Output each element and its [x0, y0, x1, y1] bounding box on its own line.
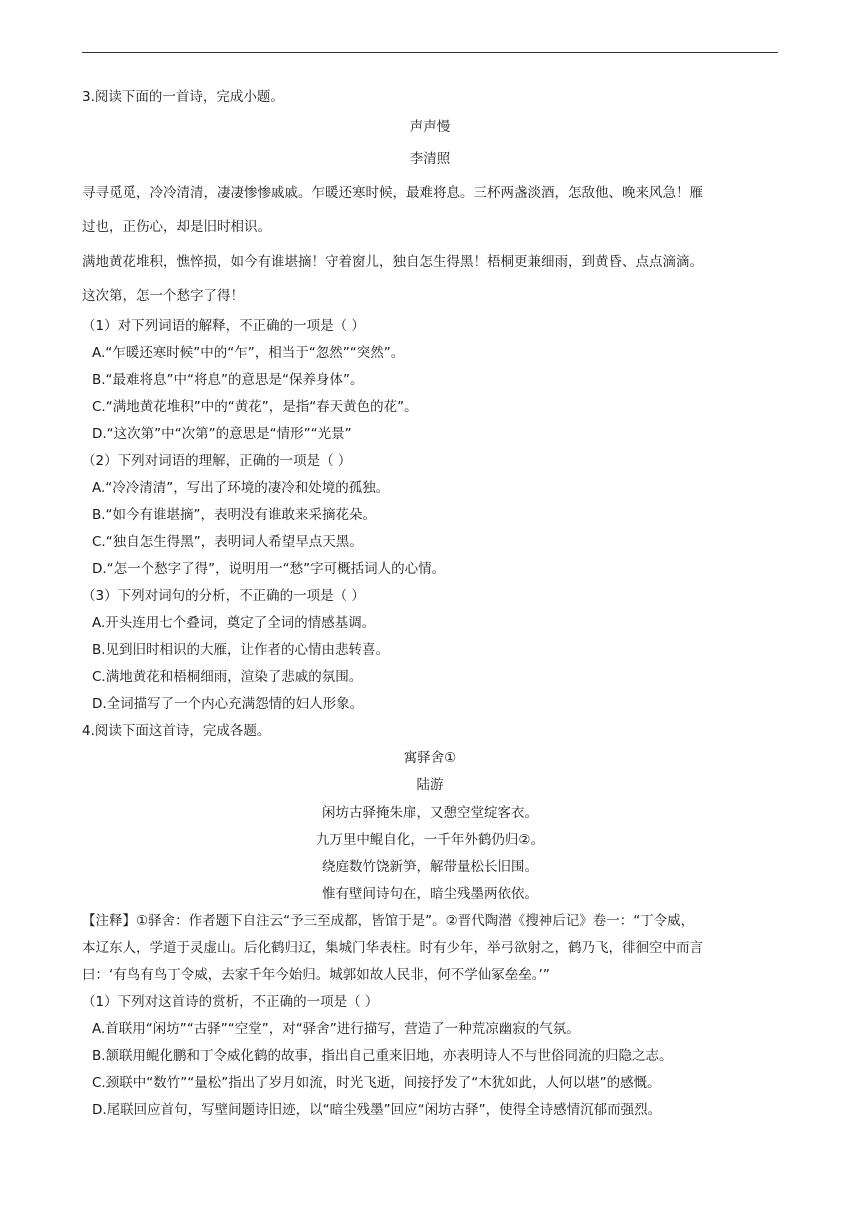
q3-option: C.“满地黄花堆积”中的“黄花”，是指“春天黄色的花”。 [92, 399, 418, 415]
q3-option: D.“这次第”中“次第”的意思是“情形”“光景” [92, 426, 352, 442]
q4-poem-line: 九万里中鲲自化，一千年外鹤仍归②。 [315, 832, 545, 848]
q4-poem-author: 陆游 [416, 777, 444, 793]
q3-question-stem: （1）对下列词语的解释，不正确的一项是（ ） [82, 318, 365, 334]
q3-option: C.满地黄花和梧桐细雨，渲染了悲戚的氛围。 [92, 669, 363, 685]
q4-poem-title: 寓驿舍① [403, 750, 457, 766]
q3-option: B.见到旧时相识的大雁，让作者的心情由悲转喜。 [92, 642, 390, 658]
q3-poem-line: 满地黄花堆积，憔悴损，如今有谁堪摘！守着窗儿，独自怎生得黑！梧桐更兼细雨，到黄昏、点点滴滴。 [82, 254, 703, 270]
q3-poem-line: 过也，正伤心，却是旧时相识。 [82, 219, 271, 235]
q4-question-stem: （1）下列对这首诗的赏析，不正确的一项是（ ） [82, 994, 379, 1010]
q3-poem-author: 李清照 [409, 151, 451, 167]
q4-note-line: 本辽东人，学道于灵虚山。后化鹤归辽，集城门华表柱。时有少年，举弓欲射之，鹤乃飞，徘徊空中而言 [82, 940, 703, 956]
q3-option: D.全词描写了一个内心充满怨情的妇人形象。 [92, 696, 364, 712]
q4-note-line: 【注释】①驿舍：作者题下自注云“予三至成都，皆馆于是”。②晋代陶潜《搜神后记》卷一：“丁令威， [82, 913, 695, 929]
q3-question-stem: （2）下列对词语的理解，正确的一项是（ ） [82, 453, 352, 469]
q3-option: C.“独自怎生得黑”，表明词人希望早点天黑。 [92, 534, 363, 550]
q4-poem-line: 惟有壁间诗句在，暗尘残墨两依依。 [322, 886, 538, 902]
q3-option: B.“最难将息”中“将息”的意思是“保养身体”。 [92, 372, 364, 388]
q3-option: A.“冷冷清清”，写出了环境的凄冷和处境的孤独。 [92, 480, 390, 496]
q3-poem-title: 声声慢 [409, 119, 451, 135]
header-rule [82, 52, 778, 53]
q3-poem-line: 这次第，怎一个愁字了得！ [82, 288, 244, 304]
q3-intro: 3.阅读下面的一首诗，完成小题。 [82, 89, 284, 105]
q4-intro: 4.阅读下面这首诗，完成各题。 [82, 723, 271, 739]
q4-option: C.颈联中“数竹”“量松”指出了岁月如流，时光飞逝，间接抒发了“木犹如此，人何以堪”的感慨。 [92, 1075, 661, 1091]
q3-option: D.“怎一个愁字了得”，说明用一“愁”字可概括词人的心情。 [92, 561, 446, 577]
q3-option: B.“如今有谁堪摘”，表明没有谁敢来采摘花朵。 [92, 507, 377, 523]
q4-option: D.尾联回应首句，写壁间题诗旧迹，以“暗尘残墨”回应“闲坊古驿”，使得全诗感情沉郁而强烈。 [92, 1102, 662, 1118]
q4-note-line: 曰：‘有鸟有鸟丁令威，去家千年今始归。城郭如故人民非，何不学仙冢垒垒。’” [82, 967, 550, 983]
q3-poem-line: 寻寻觅觅，冷冷清清，凄凄惨惨戚戚。乍暖还寒时候，最难将息。三杯两盏淡酒，怎敌他、晚来风急！雁 [82, 185, 703, 201]
q4-option: A.首联用“闲坊”“古驿”“空堂”，对“驿舍”进行描写，营造了一种荒凉幽寂的气氛。 [92, 1021, 580, 1037]
q4-poem-line: 闲坊古驿掩朱扉，又憩空堂绽客衣。 [322, 805, 538, 821]
q3-question-stem: （3）下列对词句的分析，不正确的一项是（ ） [82, 588, 365, 604]
q3-option: A.“乍暖还寒时候”中的“乍”，相当于“忽然”“突然”。 [92, 345, 405, 361]
q3-option: A.开头连用七个叠词，奠定了全词的情感基调。 [92, 615, 376, 631]
q4-poem-line: 绕庭数竹饶新笋，解带量松长旧围。 [322, 859, 538, 875]
q4-option: B.颔联用鲲化鹏和丁令威化鹤的故事，指出自己重来旧地，亦表明诗人不与世俗同流的归隐之志。 [92, 1048, 673, 1064]
